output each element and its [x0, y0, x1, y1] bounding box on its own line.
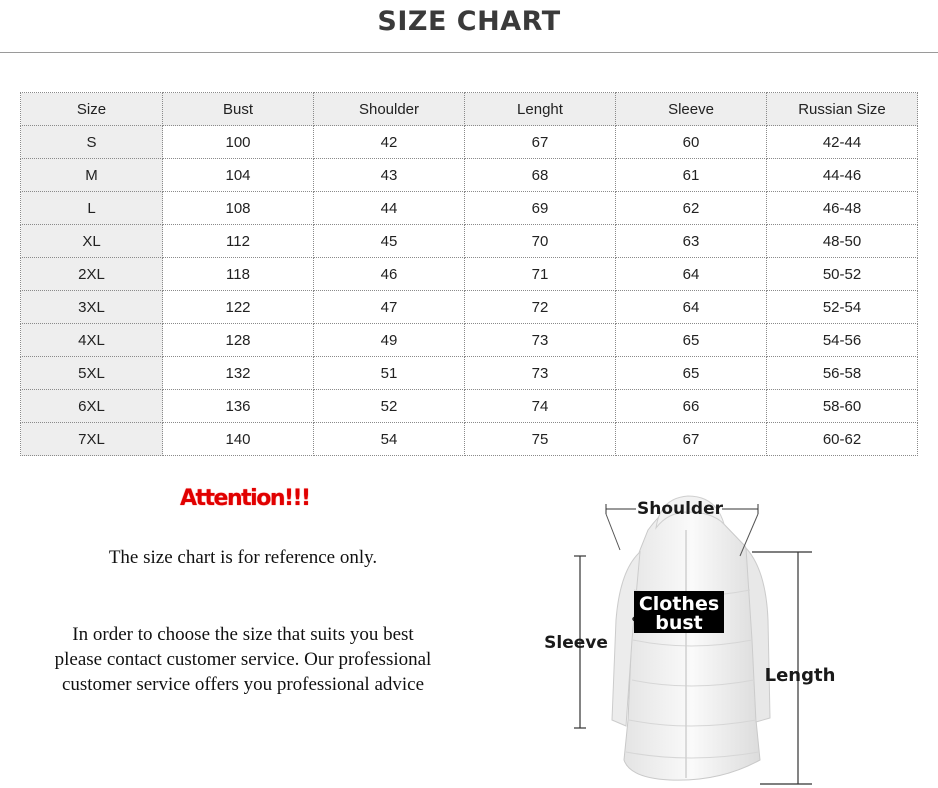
table-header [21, 93, 918, 126]
table-body [21, 126, 918, 456]
cell-bust: 136 [163, 390, 314, 423]
column-header-sleeve: Sleeve [616, 93, 767, 126]
cell-length: 73 [465, 357, 616, 390]
cell-length: 67 [465, 126, 616, 159]
advice-line: In order to choose the size that suits you best [72, 624, 414, 645]
cell-shoulder: 46 [314, 258, 465, 291]
cell-sleeve: 66 [616, 390, 767, 423]
cell-sleeve: 63 [616, 225, 767, 258]
column-header-size: Size [21, 93, 163, 126]
cell-bust: 122 [163, 291, 314, 324]
table-row [21, 357, 918, 390]
cell-bust: 104 [163, 159, 314, 192]
advice-line: customer service offers you professional advice [61, 674, 425, 695]
column-header-shoulder: Shoulder [314, 93, 465, 126]
cell-size: XL [21, 225, 163, 258]
cell-shoulder: 43 [314, 159, 465, 192]
attention-heading: Attention!!! [180, 486, 310, 511]
cell-length: 71 [465, 258, 616, 291]
cell-bust: 140 [163, 423, 314, 456]
cell-length: 73 [465, 324, 616, 357]
cell-russian-size: 54-56 [767, 324, 918, 357]
cell-shoulder: 47 [314, 291, 465, 324]
title-divider [0, 52, 938, 53]
cell-size: 7XL [21, 423, 163, 456]
cell-bust: 108 [163, 192, 314, 225]
column-header-length: Lenght [465, 93, 616, 126]
advice-note [0, 622, 486, 697]
cell-length: 70 [465, 225, 616, 258]
table-row [21, 225, 918, 258]
cell-russian-size: 50-52 [767, 258, 918, 291]
length-label: Length [764, 665, 836, 686]
cell-shoulder: 45 [314, 225, 465, 258]
cell-russian-size: 56-58 [767, 357, 918, 390]
cell-russian-size: 58-60 [767, 390, 918, 423]
cell-length: 74 [465, 390, 616, 423]
cell-russian-size: 60-62 [767, 423, 918, 456]
cell-sleeve: 64 [616, 258, 767, 291]
cell-size: M [21, 159, 163, 192]
cell-russian-size: 48-50 [767, 225, 918, 258]
cell-size: 6XL [21, 390, 163, 423]
shoulder-guide-right [740, 514, 758, 556]
cell-shoulder: 51 [314, 357, 465, 390]
cell-bust: 118 [163, 258, 314, 291]
cell-shoulder: 54 [314, 423, 465, 456]
cell-bust: 100 [163, 126, 314, 159]
cell-sleeve: 62 [616, 192, 767, 225]
jacket-illustration [520, 490, 938, 788]
cell-size: 2XL [21, 258, 163, 291]
reference-note: The size chart is for reference only. [108, 547, 378, 568]
column-header-bust: Bust [163, 93, 314, 126]
cell-size: 3XL [21, 291, 163, 324]
cell-russian-size: 52-54 [767, 291, 918, 324]
cell-sleeve: 60 [616, 126, 767, 159]
cell-length: 72 [465, 291, 616, 324]
table-row [21, 126, 918, 159]
cell-size: S [21, 126, 163, 159]
jacket-measurement-diagram [520, 490, 938, 788]
coat-body [624, 501, 760, 780]
column-header-russian-size: Russian Size [767, 93, 918, 126]
shoulder-label: Shoulder [636, 499, 724, 519]
size-table [20, 92, 918, 456]
cell-length: 75 [465, 423, 616, 456]
cell-sleeve: 67 [616, 423, 767, 456]
cell-shoulder: 42 [314, 126, 465, 159]
table-row [21, 258, 918, 291]
cell-sleeve: 64 [616, 291, 767, 324]
cell-sleeve: 61 [616, 159, 767, 192]
cell-length: 68 [465, 159, 616, 192]
cell-size: 4XL [21, 324, 163, 357]
table-row [21, 159, 918, 192]
table-row [21, 423, 918, 456]
cell-russian-size: 42-44 [767, 126, 918, 159]
sleeve-label: Sleeve [544, 633, 608, 653]
cell-size: 5XL [21, 357, 163, 390]
cell-russian-size: 44-46 [767, 159, 918, 192]
table-row [21, 390, 918, 423]
cell-bust: 128 [163, 324, 314, 357]
table-row [21, 291, 918, 324]
bust-label-line2: bust [655, 612, 703, 634]
cell-size: L [21, 192, 163, 225]
table-header-row [21, 93, 918, 126]
table-row [21, 324, 918, 357]
cell-shoulder: 52 [314, 390, 465, 423]
cell-shoulder: 49 [314, 324, 465, 357]
shoulder-guide-left [606, 514, 620, 550]
cell-bust: 112 [163, 225, 314, 258]
page-title: SIZE CHART [377, 6, 561, 37]
cell-bust: 132 [163, 357, 314, 390]
cell-russian-size: 46-48 [767, 192, 918, 225]
cell-shoulder: 44 [314, 192, 465, 225]
cell-sleeve: 65 [616, 357, 767, 390]
table-row [21, 192, 918, 225]
cell-sleeve: 65 [616, 324, 767, 357]
advice-line: please contact customer service. Our professional [54, 649, 432, 670]
bust-label-line1: Clothes [638, 593, 720, 615]
cell-length: 69 [465, 192, 616, 225]
